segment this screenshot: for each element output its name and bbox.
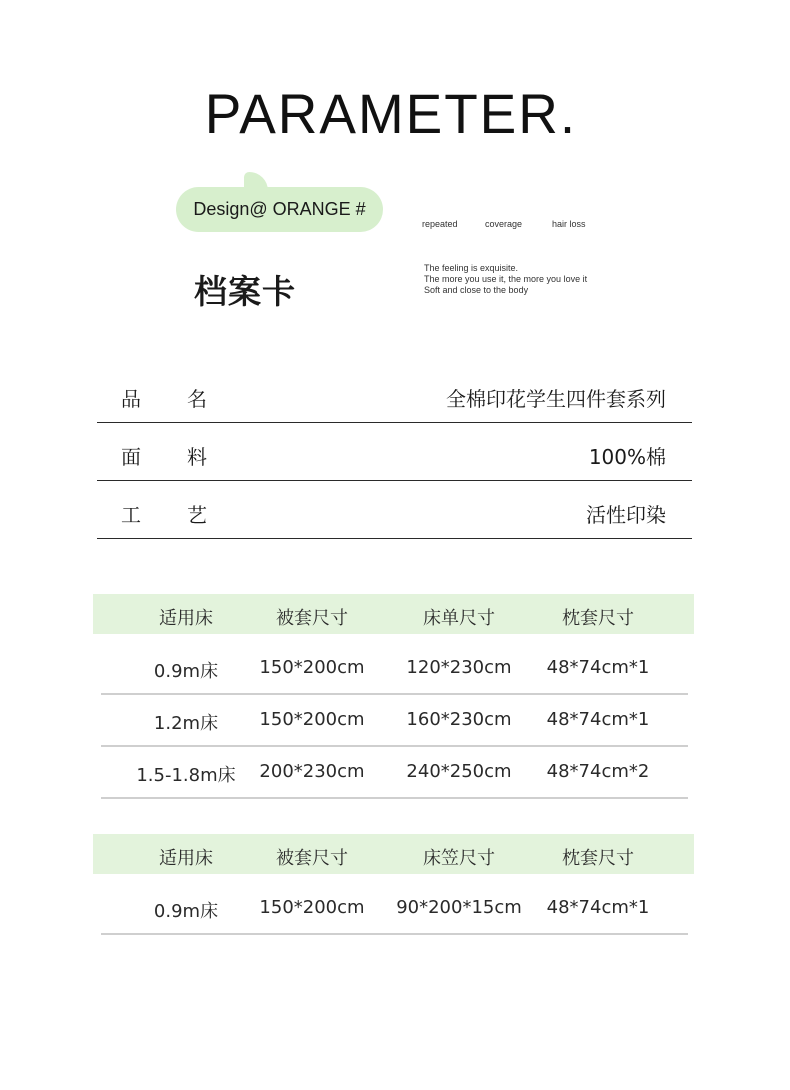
header-cell: 被套尺寸	[276, 608, 348, 629]
table-cell: 150*200cm	[259, 897, 365, 918]
table-header	[93, 834, 694, 874]
table-cell: 1.5-1.8m床	[136, 765, 236, 786]
card-title: 档案卡	[194, 272, 296, 311]
table-cell: 150*200cm	[259, 709, 365, 730]
size-table-1	[93, 594, 694, 799]
header-cell: 床单尺寸	[423, 608, 495, 629]
slogan-line: Soft and close to the body	[424, 285, 529, 295]
header-cell: 枕套尺寸	[562, 848, 634, 869]
slogan-line: The feeling is exquisite.	[424, 263, 519, 273]
table-header	[93, 594, 694, 634]
table-cell: 0.9m床	[153, 661, 219, 682]
table-cell: 90*200*15cm	[396, 897, 522, 918]
param-label: 工 艺	[121, 503, 207, 527]
brand-bubble: Design@ ORANGE #	[176, 187, 383, 232]
header-cell: 被套尺寸	[276, 848, 348, 869]
table-cell: 1.2m床	[153, 713, 219, 734]
header-cell: 适用床	[159, 608, 213, 629]
page-title: PARAMETER.	[204, 82, 578, 145]
table-cell: 48*74cm*2	[546, 761, 650, 782]
tag-coverage: coverage	[485, 219, 523, 229]
param-value: 活性印染	[586, 503, 666, 527]
table-row	[101, 643, 688, 695]
table-cell: 48*74cm*1	[546, 897, 650, 918]
param-label: 品 名	[121, 387, 207, 411]
parameter-table	[97, 374, 692, 539]
table-cell: 0.9m床	[153, 901, 219, 922]
param-label: 面 料	[121, 445, 207, 469]
header-cell: 床笠尺寸	[423, 848, 495, 869]
slogan-block	[424, 263, 587, 296]
param-value: 全棉印花学生四件套系列	[446, 387, 666, 411]
table-row	[101, 883, 688, 935]
table-cell: 150*200cm	[259, 657, 365, 678]
table-cell: 48*74cm*1	[546, 709, 650, 730]
param-row-craft	[97, 481, 692, 539]
table-cell: 200*230cm	[259, 761, 365, 782]
tag-hair-loss: hair loss	[552, 219, 586, 229]
table-cell: 240*250cm	[406, 761, 512, 782]
table-cell: 48*74cm*1	[546, 657, 650, 678]
table-cell: 120*230cm	[406, 657, 512, 678]
param-row-name	[97, 374, 692, 423]
header-cell: 枕套尺寸	[562, 608, 634, 629]
param-value: 100%棉	[588, 445, 666, 469]
param-row-fabric	[97, 423, 692, 481]
table-cell: 160*230cm	[406, 709, 512, 730]
header-cell: 适用床	[159, 848, 213, 869]
tag-repeated: repeated	[422, 219, 458, 229]
slogan-line: The more you use it, the more you love it	[424, 274, 588, 284]
table-row	[101, 695, 688, 747]
size-table-2	[93, 834, 694, 935]
table-row	[101, 747, 688, 799]
